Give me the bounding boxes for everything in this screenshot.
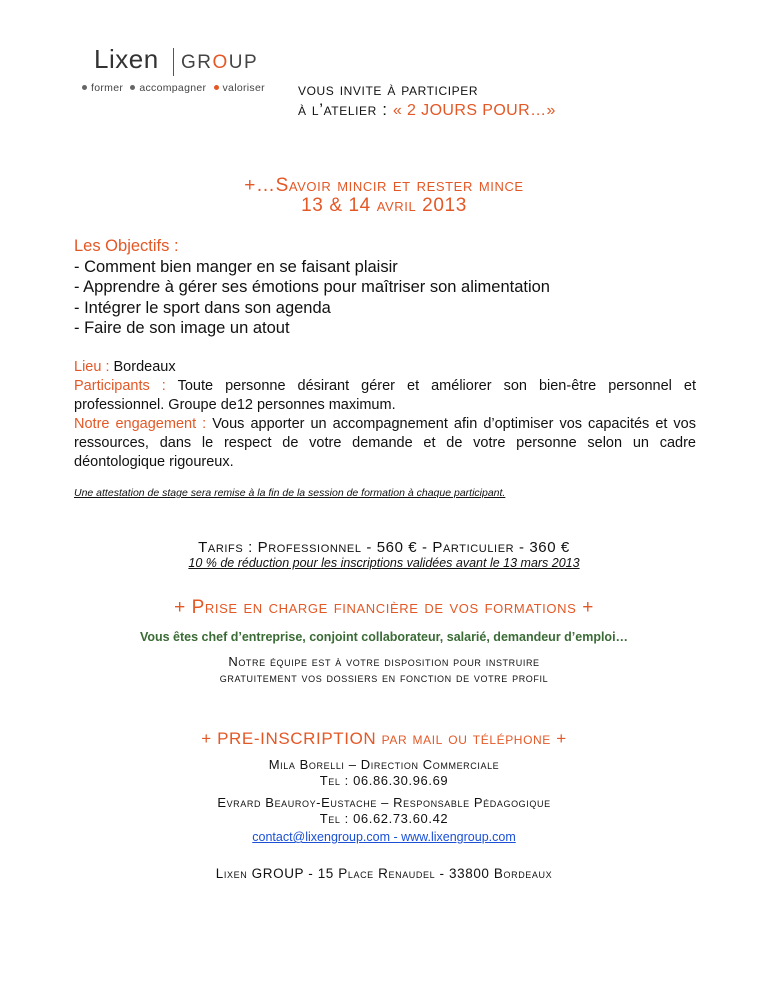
invite-line-2-accent: « 2 JOURS POUR…»	[392, 102, 556, 119]
lieu-label: Lieu :	[74, 359, 110, 375]
contacts-block	[0, 757, 768, 827]
participants-value: Toute personne désirant gérer et améliorer son bien-être personnel et professionnel. Groupe de12 personnes maximum.	[74, 378, 696, 413]
company-address: Lixen GROUP - 15 Place Renaudel - 33800 Bordeaux	[215, 866, 553, 881]
logo-group-post: UP	[228, 52, 259, 73]
workshop-title-line-1: +…Savoir mincir et rester mince	[244, 175, 524, 196]
invite-line-2	[298, 100, 556, 121]
participants-line	[74, 377, 696, 415]
objective-item: - Faire de son image un atout	[74, 319, 290, 337]
logo-brand: Lixen	[94, 44, 159, 74]
info-section	[74, 358, 696, 472]
objectives-section	[74, 236, 550, 339]
logo-tagline	[82, 82, 265, 94]
funding-heading: + Prise en charge financière de vos formations +	[174, 597, 594, 618]
engagement-line	[74, 415, 696, 472]
objectives-heading: Les Objectifs :	[74, 237, 179, 255]
logo-separator	[173, 48, 174, 76]
attestation-notice: Une attestation de stage sera remise à la fin de la session de formation à chaque participant.	[74, 487, 506, 499]
funding-audience: Vous êtes chef d’entreprise, conjoint collaborateur, salarié, demandeur d’emploi…	[139, 630, 629, 644]
contact-1-phone: Tel : 06.86.30.96.69	[319, 773, 449, 788]
invite-line-2-prefix: à l’atelier :	[298, 100, 388, 119]
logo-group-o: O	[212, 52, 229, 73]
contact-2-phone: Tel : 06.62.73.60.42	[319, 811, 449, 826]
engagement-label: Notre engagement :	[74, 416, 207, 432]
objective-item: - Apprendre à gérer ses émotions pour maîtriser son alimentation	[74, 278, 550, 296]
tagline-accompagner: accompagner	[139, 82, 207, 94]
lieu-line	[74, 358, 696, 377]
contact-2-name: Evrard Beauroy-Eustache – Responsable Pédagogique	[217, 795, 551, 810]
workshop-dates: 13 & 14 avril 2013	[301, 195, 467, 216]
participants-label: Participants :	[74, 378, 166, 394]
preregistration-prefix: + PRE-INSCRIPTION	[201, 729, 377, 748]
contact-1-name: Mila Borelli – Direction Commerciale	[268, 757, 500, 772]
discount-line: 10 % de réduction pour les inscriptions validées avant le 13 mars 2013	[188, 556, 580, 570]
funding-team-text	[0, 654, 768, 686]
pricing-line: Tarifs : Professionnel - 560 € - Particulier - 360 €	[198, 539, 570, 556]
tagline-valoriser: valoriser	[222, 82, 265, 94]
invite-line-1: vous invite à participer	[298, 80, 479, 99]
objective-item: - Comment bien manger en se faisant plaisir	[74, 257, 398, 276]
preregistration-heading	[0, 729, 768, 749]
lieu-value: Bordeaux	[113, 359, 176, 375]
logo-group	[181, 52, 258, 74]
logo-group-pre: GR	[181, 52, 213, 73]
company-logo	[82, 44, 272, 100]
funding-team-line-1: Notre équipe est à votre disposition pour instruire	[228, 654, 540, 669]
tagline-former: former	[91, 82, 124, 94]
bullet-icon	[130, 85, 135, 90]
contact-email-link[interactable]: contact@lixengroup.com - www.lixengroup.com	[252, 830, 516, 844]
funding-team-line-2: gratuitement vos dossiers en fonction de votre profil	[219, 670, 549, 685]
bullet-icon	[214, 85, 219, 90]
invite-heading	[298, 80, 556, 121]
engagement-value: Vous apporter un accompagnement afin d’optimiser vos capacités et vos ressources, dans le respect de votre demande et de votre personne selon un cadre déontologique rigoureux.	[74, 416, 696, 470]
objective-item: - Intégrer le sport dans son agenda	[74, 298, 331, 317]
workshop-title	[0, 176, 768, 216]
bullet-icon	[82, 85, 87, 90]
preregistration-suffix: par mail ou téléphone +	[381, 729, 567, 748]
